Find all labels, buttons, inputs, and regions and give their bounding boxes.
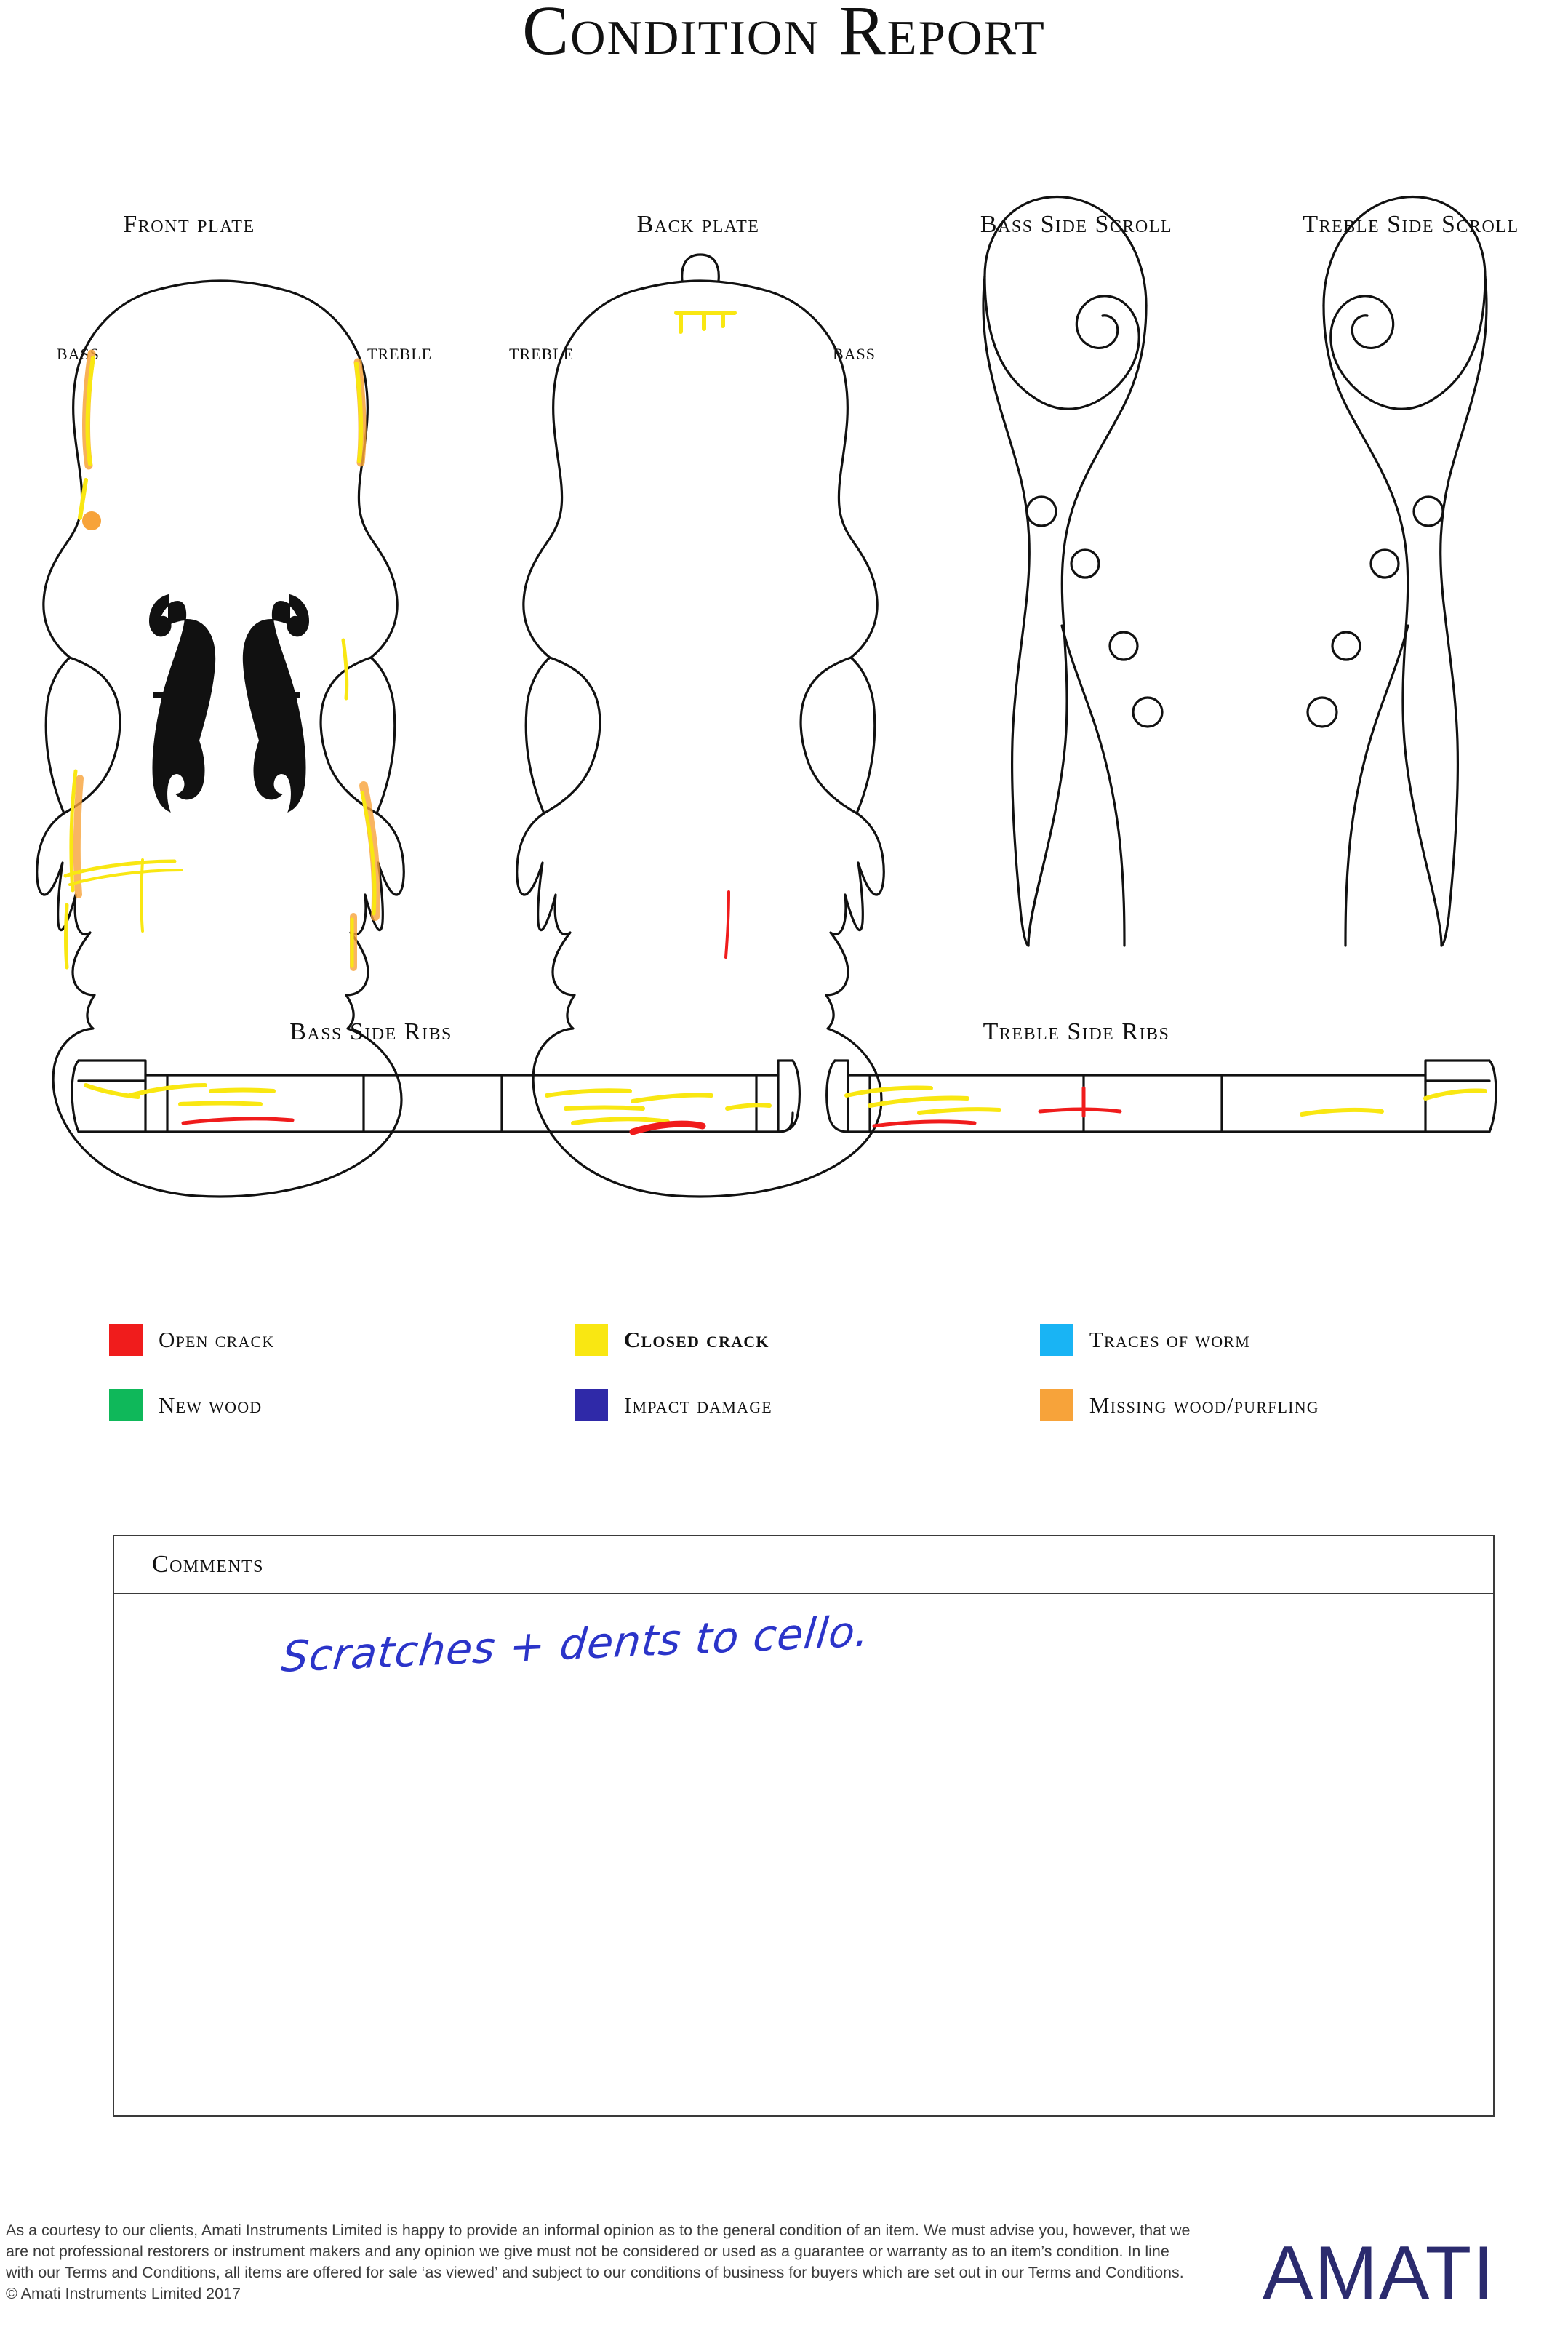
front-plate-damage-marks [65, 354, 376, 967]
legend-label-closed-crack: Closed crack [623, 1327, 769, 1352]
legend-label-impact-damage: Impact damage [623, 1392, 772, 1418]
page-title: Condition Report [522, 0, 1046, 69]
legend-item-open-crack [109, 1324, 575, 1356]
comments-header [114, 1536, 1493, 1594]
caption-treble-side-ribs: Treble Side Ribs [983, 1018, 1170, 1045]
legend-label-traces-of-worm: Traces of worm [1089, 1327, 1250, 1352]
legend-item-closed-crack [575, 1324, 1040, 1356]
bass-side-scroll-peg-holes [1027, 497, 1162, 727]
caption-back-plate: Back plate [636, 211, 760, 238]
legend-swatch-new-wood [109, 1389, 143, 1421]
legend-swatch-impact-damage [575, 1389, 608, 1421]
legend [109, 1324, 1505, 1455]
comments-title: Comments [152, 1551, 264, 1578]
front-plate-treble-label: TREBLE [367, 345, 433, 363]
legend-row [109, 1389, 1505, 1421]
legend-label-open-crack: Open crack [159, 1327, 275, 1352]
caption-bass-side-ribs: Bass Side Ribs [289, 1018, 452, 1045]
legend-row [109, 1324, 1505, 1356]
bass-side-scroll-outline [983, 197, 1146, 946]
legend-swatch-open-crack [109, 1324, 143, 1356]
back-plate-outline [517, 255, 884, 1197]
legend-item-new-wood [109, 1389, 575, 1421]
amati-logo [1263, 2233, 1568, 2320]
treble-side-ribs-outline [827, 1061, 1496, 1132]
bass-side-ribs-outline [72, 1061, 799, 1132]
front-plate-bass-label: BASS [57, 345, 100, 363]
treble-side-scroll-peg-holes [1308, 497, 1443, 727]
comments-box [113, 1535, 1495, 2117]
front-plate-outline [37, 281, 404, 1197]
comments-handwritten-note: Scratches + dents to cello. [279, 1606, 872, 1682]
legend-item-impact-damage [575, 1389, 1040, 1421]
legend-swatch-missing-wood [1040, 1389, 1073, 1421]
amati-logo-text: AMATI [1263, 2233, 1496, 2315]
back-plate-bass-label: BASS [833, 345, 876, 363]
comments-body[interactable] [114, 1594, 1493, 2115]
treble-side-scroll-outline [1324, 197, 1487, 946]
legend-swatch-traces-of-worm [1040, 1324, 1073, 1356]
back-plate-damage-marks [676, 313, 735, 957]
legend-label-missing-wood: Missing wood/purfling [1089, 1392, 1319, 1418]
caption-bass-side-scroll: Bass Side Scroll [980, 211, 1173, 238]
footer-disclaimer: As a courtesy to our clients, Amati Instruments Limited is happy to provide an informal opinion as to the general condition of an item. We must advise you, however, that we are not professional restorers or instrument makers and any opinion we give must not be considered or used as a guarantee or warranty as to an item’s condition. In line with our Terms and Conditions, all items are offered for sale ‘as viewed’ and subject to our conditions of business for buyers which are set out in our Terms and Conditions. © Amati Instruments Limited 2017 [6, 2222, 1191, 2302]
treble-side-ribs-damage-marks [847, 1087, 1485, 1126]
caption-treble-side-scroll: Treble Side Scroll [1303, 211, 1519, 238]
legend-item-missing-wood [1040, 1389, 1505, 1421]
bass-side-ribs-damage-marks [86, 1085, 769, 1132]
caption-front-plate: Front plate [123, 211, 255, 238]
legend-item-traces-of-worm [1040, 1324, 1505, 1356]
legend-label-new-wood: New wood [159, 1392, 263, 1418]
legend-swatch-closed-crack [575, 1324, 608, 1356]
front-plate-f-holes [150, 595, 308, 811]
back-plate-treble-label: TREBLE [509, 345, 575, 363]
